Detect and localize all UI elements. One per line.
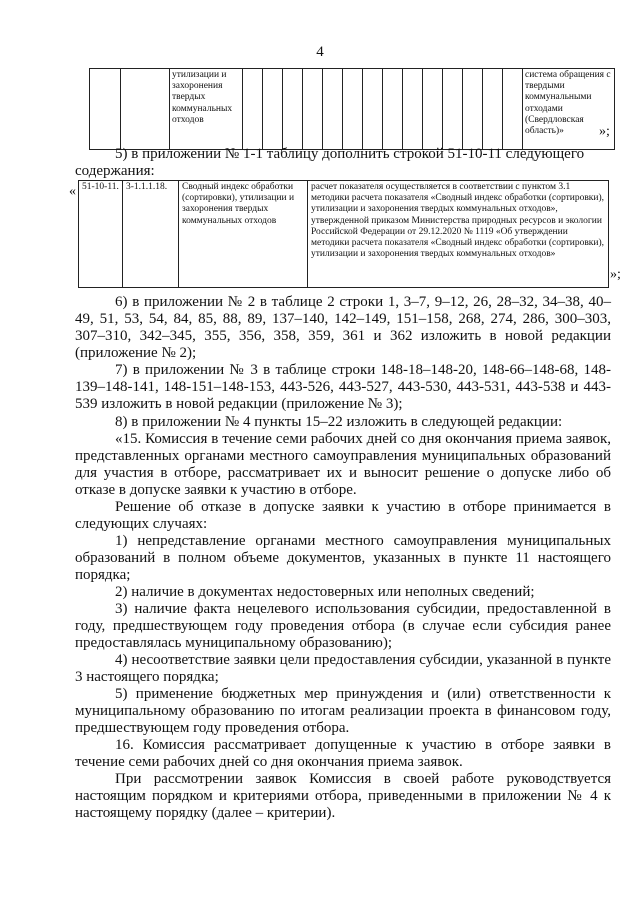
item-5-line-2: содержания: — [75, 163, 155, 179]
case-5: 5) применение бюджетных мер принуждения и (или) ответственности к муниципальному образованию по итогам реализации проекта в финансовом году, предшествующем году проведения отбора. — [75, 686, 611, 736]
system-cell: система обращения с твердыми коммунальными отходами (Свердловская область)» — [523, 69, 615, 150]
item-6: 6) в приложении № 2 в таблице 2 строки 1, 3–7, 9–12, 26, 28–32, 34–38, 40–49, 51, 53, 54, 84, 85, 88, 89, 137–140, 142–149, 151–158, 268, 274, 286, 300–303, 307–310, 342–345, 355, 356, 358, 359, 361 и 362 изложить в новой редакции (приложение № 2); — [75, 294, 611, 361]
closing-quote: »; — [599, 124, 610, 139]
case-1: 1) непредставление органами местного самоуправления муниципальных образований в полном объеме документов, указанных в пункте 11 настоящего порядка; — [75, 533, 611, 583]
opening-quote: « — [69, 184, 76, 199]
row-name-cell: Сводный индекс обработки (сортировки), утилизации и захоронения твердых коммунальных отходов — [179, 181, 308, 288]
indicator-name-cell: утилизации и захоронения твердых коммунальных отходов — [170, 69, 243, 150]
table-fragment-continued — [89, 68, 615, 150]
refusal-cases-intro: Решение об отказе в допуске заявки к участию в отборе принимается в следующих случаях: — [75, 499, 611, 532]
table-row — [79, 181, 609, 288]
case-2: 2) наличие в документах недостоверных или неполных сведений; — [115, 584, 535, 600]
added-row-table — [78, 180, 609, 288]
table-row — [90, 69, 615, 150]
row-method-cell: расчет показателя осуществляется в соответствии с пунктом 3.1 методики расчета показателя «Сводный индекс обработки (сортировки), утилизации и захоронения твердых коммунальных отходов», утвержденной приказом Министерства природных ресурсов и экологии Российской Федерации от 29.12.2020 № 1119 «Об утверждении методики расчета показателя «Сводный индекс обработки (сортировки), утилизации и захоронения твердых коммунальных отходов» — [308, 181, 609, 288]
item-7: 7) в приложении № 3 в таблице строки 148-18–148-20, 148-66–148-68, 148-139–148-141, 148-151–148-153, 443-526, 443-527, 443-530, 443-531, 443-538 и 443-539 изложить в новой редакции (приложение № 3); — [75, 362, 611, 412]
case-4: 4) несоответствие заявки цели предоставления субсидии, указанной в пункте 3 настоящего порядка; — [75, 652, 611, 685]
row-number-cell: 3-1.1.1.18. — [123, 181, 179, 288]
point-15: «15. Комиссия в течение семи рабочих дней со дня окончания приема заявок, представленных органами местного самоуправления муниципальных образований для участия в отборе, рассматривает их и выносит решение о допуске либо об отказе в допуске заявки к участию в отборе. — [75, 431, 611, 498]
case-3: 3) наличие факта нецелевого использования субсидии, предоставленной в году, предшествующем году проведения отбора (в случае если субсидия ранее предоставлялась муниципальному образованию); — [75, 601, 611, 651]
item-5-line-1: 5) в приложении № 1-1 таблицу дополнить строкой 51-10-11 следующего — [115, 146, 585, 162]
criteria-paragraph: При рассмотрении заявок Комиссия в своей работе руководствуется настоящим порядком и критериями отбора, приведенными в приложении № 4 к настоящему порядку (далее – критерии). — [75, 771, 611, 821]
closing-quote: »; — [610, 267, 621, 282]
page-number: 4 — [316, 44, 324, 60]
row-code-cell: 51-10-11. — [79, 181, 123, 288]
item-8: 8) в приложении № 4 пункты 15–22 изложить в следующей редакции: — [115, 414, 563, 430]
point-16: 16. Комиссия рассматривает допущенные к участию в отборе заявки в течение семи рабочих дней со дня окончания приема заявок. — [75, 737, 611, 770]
